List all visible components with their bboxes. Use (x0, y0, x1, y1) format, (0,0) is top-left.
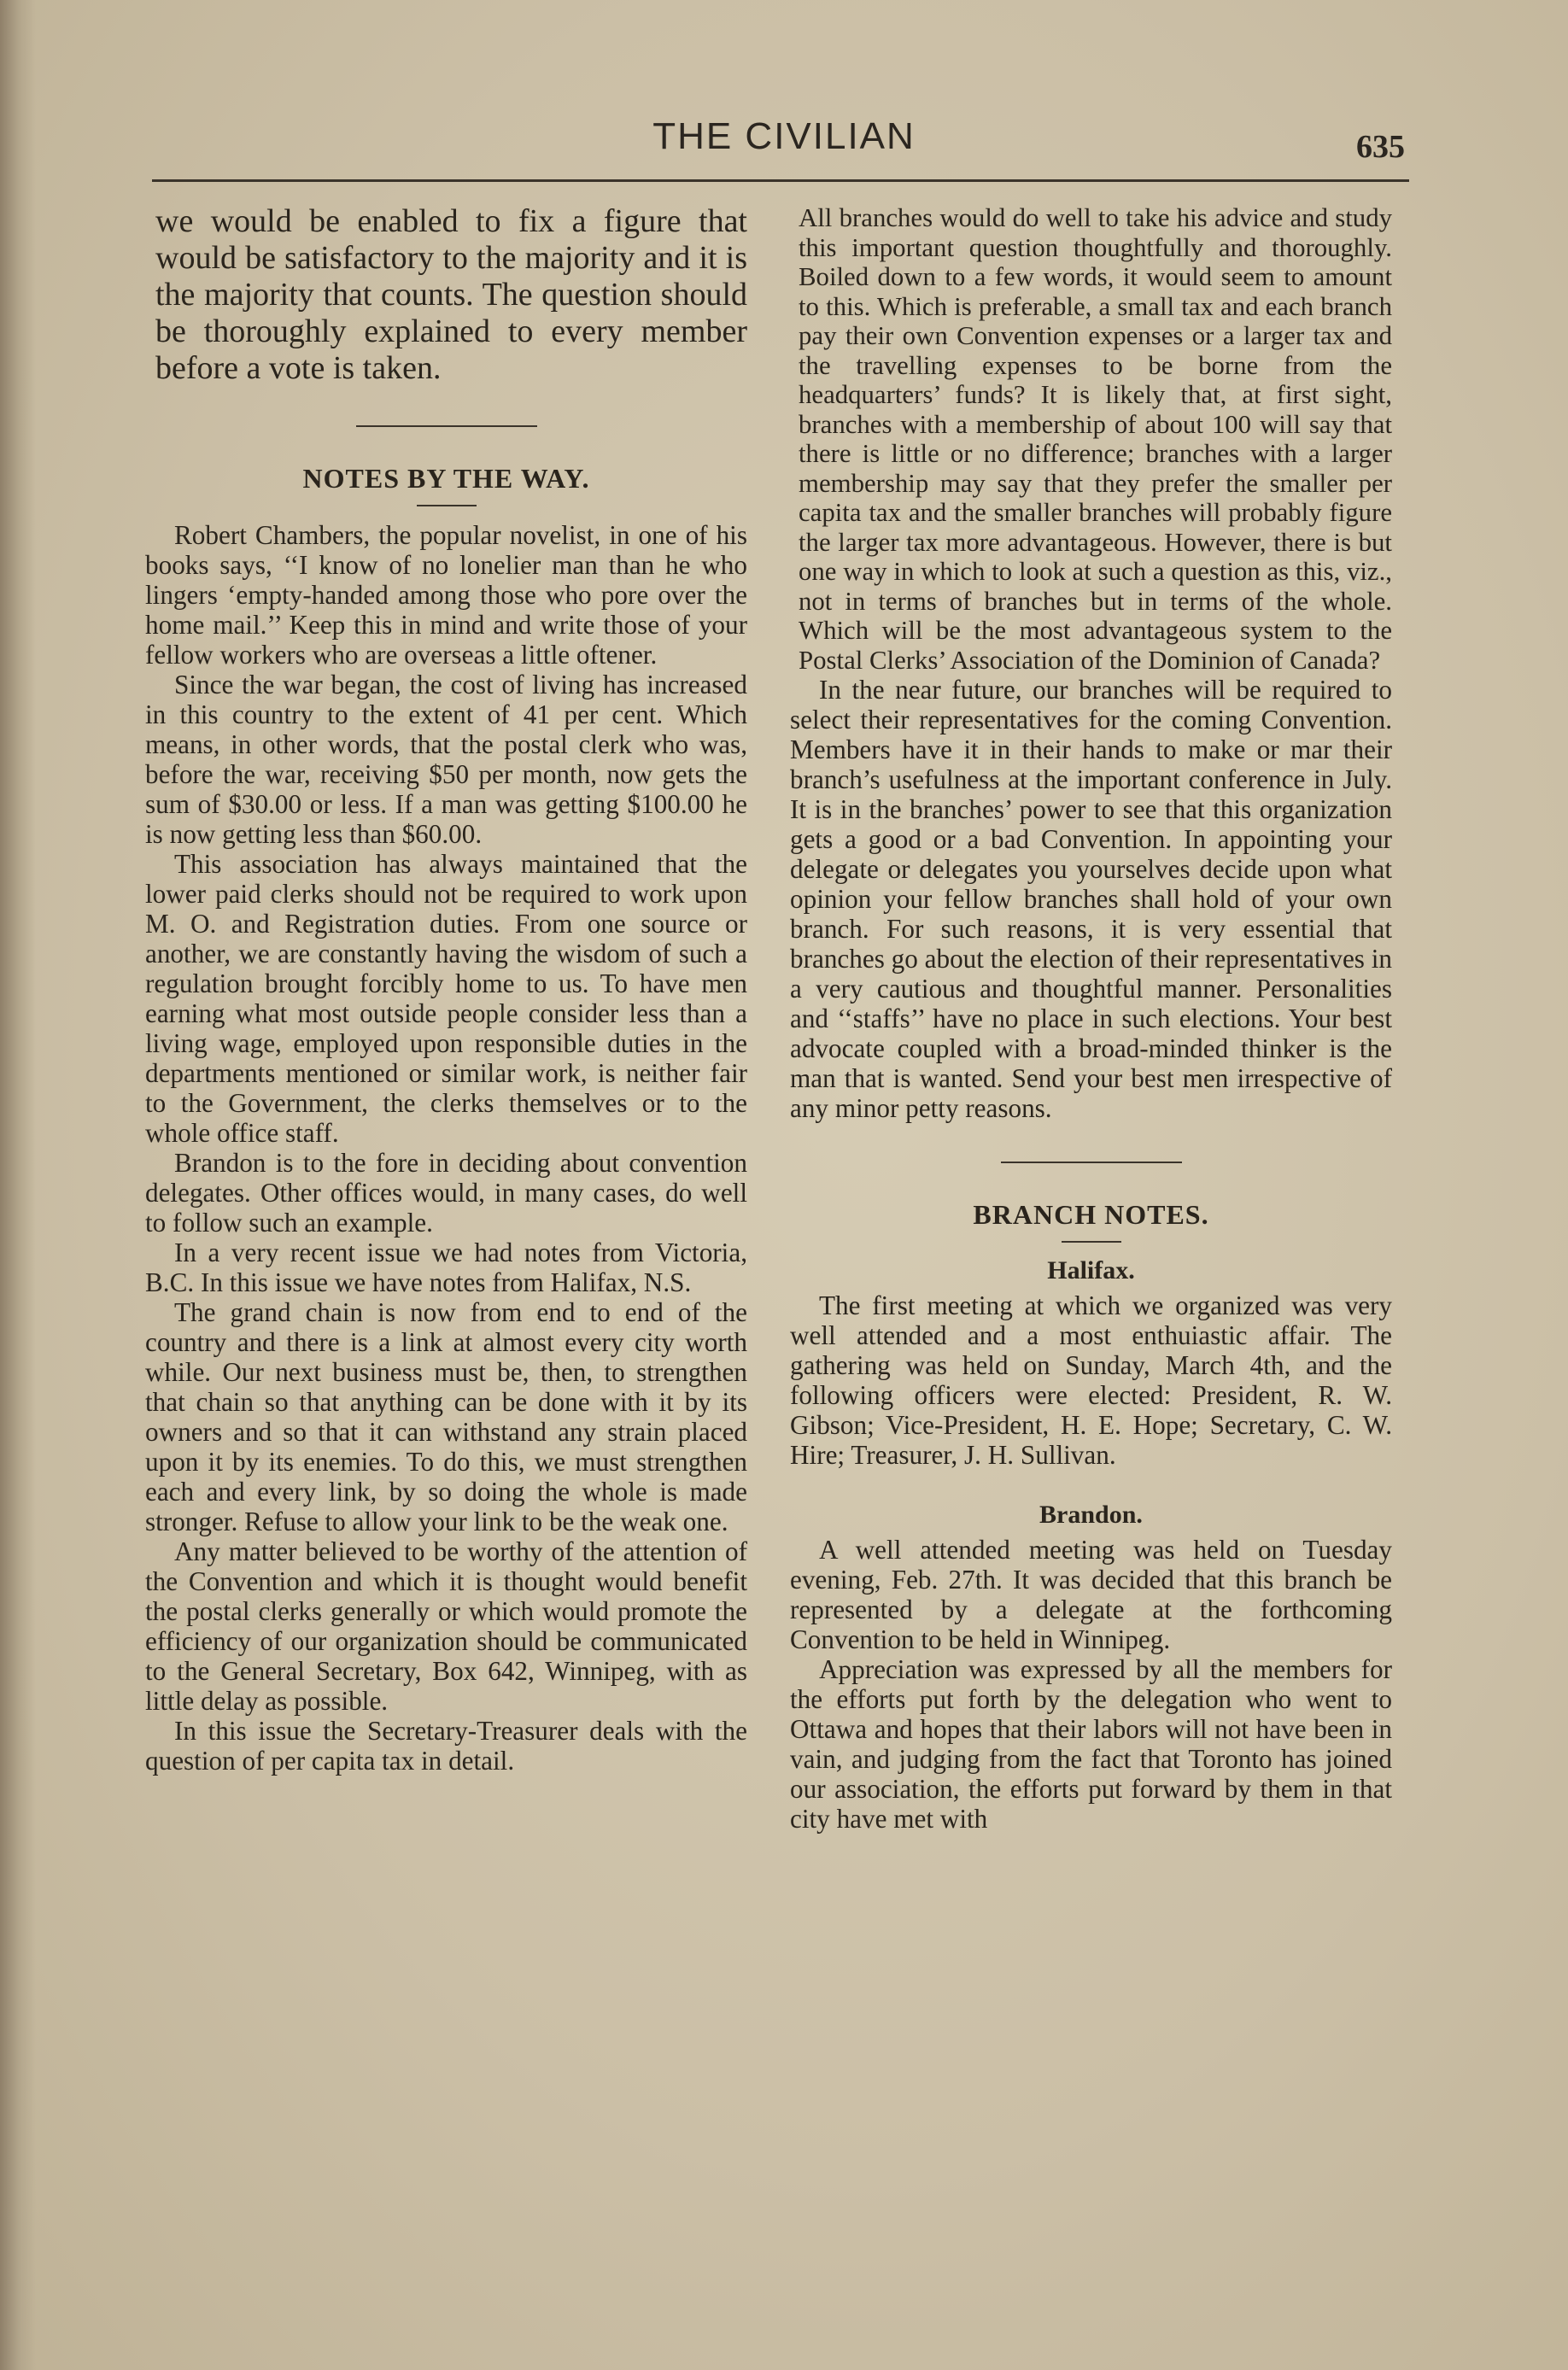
notes-paragraph: The grand chain is now from end to end of the country and there is a link at almost every city worth while. Our next business must be, then, to strengthen that chain so that anything can be done with it by its owners and so that it can withstand any strain placed upon it by its enemies. To do this, we must strengthen each and every link, by so doing the whole is made stronger. Refuse to allow your link to be the weak one. (145, 1297, 747, 1536)
continued-paragraph: All branches would do well to take his advice and study this important question thoughtfully and thoroughly. Boiled down to a few words, it would seem to amount to this. Which is preferable, a small tax and each branch pay their own Convention expenses or a larger tax and the travelling expenses to be borne from the headquarters’ funds? It is likely that, at first sight, branches with a membership of about 100 will say that there is little or no difference; branches with a larger membership may say that they prefer the smaller per capita tax and the smaller branches will probably figure the larger tax more advantageous. However, there is but one way in which to look at such a question as this, viz., not in terms of branches but in terms of the whole. Which will be the most advantageous system to the Postal Clerks’ Association of the Dominion of Canada? (799, 203, 1392, 675)
binding-shadow (0, 0, 36, 2370)
notes-paragraph: Any matter believed to be worthy of the attention of the Convention and which it is thought would benefit the postal clerks generally or which would promote the efficiency of our organization should be communicated to the General Secretary, Box 642, Winnipeg, with as little delay as possible. (145, 1536, 747, 1716)
section-divider (356, 425, 537, 427)
running-title: THE CIVILIAN (652, 115, 916, 157)
heading-rule (1062, 1241, 1121, 1243)
section-heading-notes: NOTES BY THE WAY. (302, 463, 590, 494)
header-rule (152, 179, 1409, 182)
notes-paragraph: Robert Chambers, the popular novelist, in one of his books says, ‘‘I know of no lonelier man than he who lingers ‘empty-handed among those who pore over the home mail.’’ Keep this in mind and write those of your fellow workers who are overseas a little oftener. (145, 520, 747, 670)
convention-paragraph: In the near future, our branches will be required to select their representatives for the coming Convention. Members have it in their hands to make or mar their branch’s usefulness at the important conference in July. It is in the branches’ power to see that this organization gets a good or a bad Convention. In appointing your delegate or delegates you yourselves decide upon what opinion your fellow branches shall hold of your own branch. For such reasons, it is very essential that branches go about the election of their representatives in a very cautious and thoughtful manner. Personalities and ‘‘staffs’’ have no place in such elections. Your best advocate coupled with a broad-minded thinker is the man that is wanted. Send your best men irrespective of any minor petty reasons. (790, 675, 1392, 1123)
branch-paragraph: Appreciation was expressed by all the members for the efforts put forth by the delegation who went to Ottawa and hopes that their labors will not have been in vain, and judging from the fact that Toronto has joined our association, the efforts put forward by them in that city have met with (790, 1654, 1392, 1834)
branch-paragraph: A well attended meeting was held on Tuesday evening, Feb. 27th. It was decided that this branch be represented by a delegate at the forthcoming Convention to be held in Winnipeg. (790, 1535, 1392, 1654)
section-divider (1001, 1162, 1182, 1163)
notes-paragraph: In this issue the Secretary-Treasurer deals with the question of per capita tax in detail. (145, 1716, 747, 1776)
right-column (790, 203, 1392, 1834)
branch-title-halifax: Halifax. (1047, 1256, 1135, 1284)
branch-paragraph: The first meeting at which we organized was very well attended and a most enthuiastic affair. The gathering was held on Sunday, March 4th, and the following officers were elected: President, R. W. Gibson; Vice-President, H. E. Hope; Secretary, C. W. Hire; Treasurer, J. H. Sullivan. (790, 1290, 1392, 1470)
continued-paragraph: we would be enabled to fix a figure that would be satisfactory to the majority and it is the majority that counts. The question should be thoroughly explained to every member before a vote is taken. (155, 203, 747, 386)
notes-paragraph: This association has always maintained that the lower paid clerks should not be required to work upon M. O. and Registration duties. From one source or another, we are constantly having the wisdom of such a regulation brought forcibly home to us. To have men earning what most outside people consider less than a living wage, employed upon responsible duties in the departments mentioned or similar work, is neither fair to the Government, the clerks themselves or to the whole office staff. (145, 849, 747, 1148)
section-heading-branch-notes: BRANCH NOTES. (973, 1199, 1209, 1230)
branch-title-brandon: Brandon. (1039, 1501, 1143, 1529)
notes-paragraph: In a very recent issue we had notes from Victoria, B.C. In this issue we have notes from Halifax, N.S. (145, 1238, 747, 1297)
notes-paragraph: Brandon is to the fore in deciding about convention delegates. Other offices would, in many cases, do well to follow such an example. (145, 1148, 747, 1238)
notes-paragraph: Since the war began, the cost of living has increased in this country to the extent of 41 per cent. Which means, in other words, that the postal clerk who was, before the war, receiving $50 per month, now gets the sum of $30.00 or less. If a man was getting $100.00 he is now getting less than $60.00. (145, 670, 747, 849)
page-number: 635 (1356, 129, 1405, 165)
left-column (145, 203, 747, 1776)
heading-rule (417, 505, 477, 506)
